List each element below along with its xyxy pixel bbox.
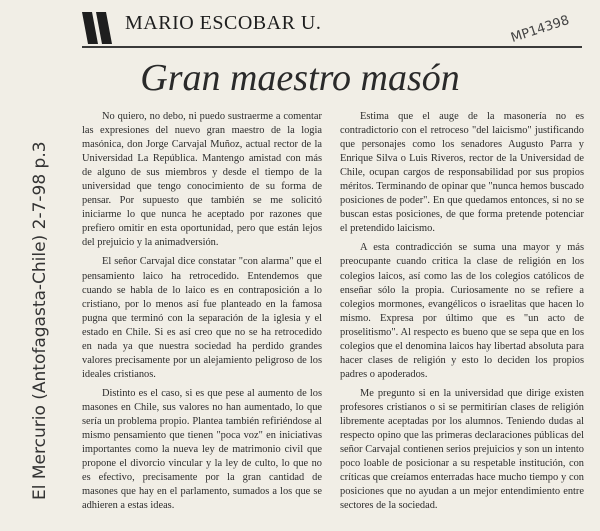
author-name: MARIO ESCOBAR U. — [125, 12, 322, 34]
article-title: Gran maestro masón — [140, 57, 460, 99]
paragraph: Distinto es el caso, si es que pese al aumento de los masones en Chile, sus valores no han aumentado, lo que sería un problema propio. Plantea también refiriéndose al mismo pensamiento que tienen "poca voz" en iniciativas importantes como la nueva ley de matrimonio civil que propone el divorcio vincular y la ley de culto, lo que no es efectivo, precisamente por la gran cantidad de masones que hay en el parlamento, sumados a los que se adhieren a estas ideas. — [82, 387, 322, 512]
paragraph: A esta contradicción se suma una mayor y más preocupante cuando critica la clase de religión en los colegios laicos, así como las de los colegios católicos de enseñar sólo la propia. Curiosamente no se refiere a colegios mormones, evangélicos o israelitas que hacen lo mismo. Expresa por último que es "un acto de proselitismo". Al respecto es bueno que se sepa que en los colegios que el denomina laicos hay libertad absoluta para hacer clases de religión y esto lo deciden los propios padres o apoderados. — [340, 242, 584, 380]
paragraph: Me pregunto si en la universidad que dirige existen profesores cristianos o si se permitirían clases de religión libremente aceptadas por los alumnos. Teniendo dudas al respecto opino que las primeras declaraciones públicas del señor Carvajal contienen serios prejuicios y son un intento poco loable de posicionar a su respetable institución, con críticas que creíamos enterradas hace mucho tiempo y con posiciones que no ayudan a un mejor entendimiento entre sectores de la sociedad. — [340, 387, 584, 512]
header-rule — [82, 46, 582, 48]
paragraph: El señor Carvajal dice constatar "con alarma" que el pensamiento laico ha retrocedido. Entendemos que cuando se habla de lo laico es en contraposición a lo cristiano, por lo menos así fue planteado en la famosa pugna que terminó con la separación de la iglesia y el estado en Chile. Si es así creo que no se ha retrocedido en nada ya que nuestra sociedad ha perdido grandes valores precisamente por un alejamiento peligroso de los ideales cristianos. — [82, 256, 322, 380]
paragraph: No quiero, no debo, ni puedo sustraerme a comentar las expresiones del nuevo gran maestro de la logia masónica, don Jorge Carvajal Muñoz, actual rector de la Universidad La República. Mantengo amistad con más de alguno de sus miembros y desde el tiempo de la universidad que tengo conocimiento de su forma de pensar. Por supuesto que también se me solicitó iniciarme lo que nunca he aceptado por razones que prefiero omitir en esta oportunidad, pero que están lejos del prejuicio y la animadversión. — [82, 111, 322, 249]
handwritten-corner-note: MP14398 — [509, 13, 572, 46]
article-right-column — [340, 110, 584, 513]
column-marker-icon — [82, 12, 116, 44]
article-left-column — [82, 110, 322, 513]
handwritten-source-note: El Mercurio (Antofagasta-Chile) 2-7-98 p.3 — [30, 141, 50, 500]
paragraph: Estima que el auge de la masonería no es contradictorio con el retroceso "del laicismo" justificando que personajes como los senadores Augusto Parra y Enrique Silva o Luis Riveros, rector de la Universidad de Chile, ocupan cargos de responsabilidad por sus propios méritos. Terminando de opinar que "nunca hemos buscado posiciones de poder". En que quedamos entonces, si no se buscan estas posiciones, de que forma pretende potenciar el pretendido laicismo. — [340, 111, 584, 235]
